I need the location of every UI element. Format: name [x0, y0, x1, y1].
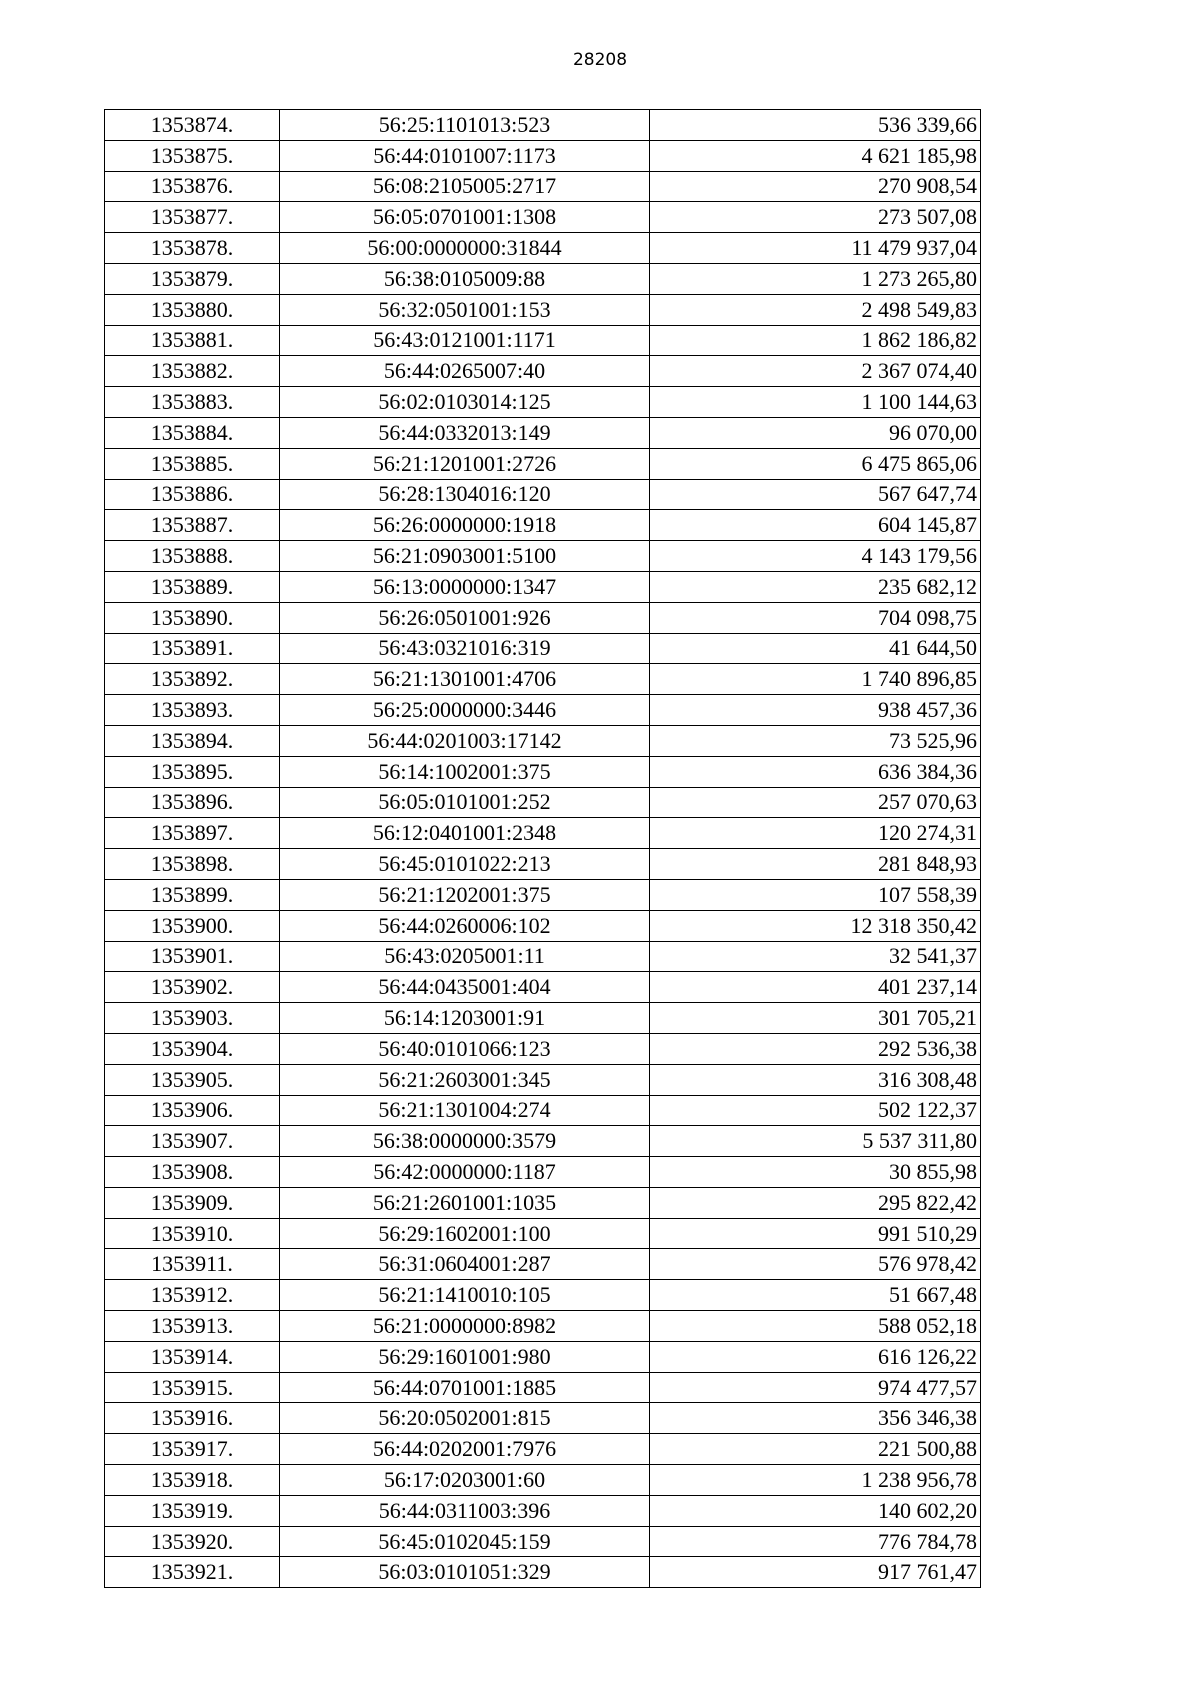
cadastral-number-cell: 56:45:0102045:159 [280, 1526, 650, 1557]
table-row [105, 1372, 981, 1403]
cadastral-number-cell: 56:44:0260006:102 [280, 910, 650, 941]
cadastral-number-cell: 56:44:0701001:1885 [280, 1372, 650, 1403]
table-row [105, 602, 981, 633]
cadastral-number-cell: 56:21:1410010:105 [280, 1280, 650, 1311]
cadastral-number-cell: 56:44:0265007:40 [280, 356, 650, 387]
cadastral-number-cell: 56:43:0321016:319 [280, 633, 650, 664]
table-row [105, 972, 981, 1003]
cadastral-value-cell: 356 346,38 [650, 1403, 981, 1434]
cadastral-number-cell: 56:43:0205001:11 [280, 941, 650, 972]
cadastral-value-cell: 273 507,08 [650, 202, 981, 233]
cadastral-number-cell: 56:21:0903001:5100 [280, 541, 650, 572]
cadastral-number-cell: 56:21:1301001:4706 [280, 664, 650, 695]
table-row [105, 541, 981, 572]
cadastral-number-cell: 56:40:0101066:123 [280, 1033, 650, 1064]
table-row [105, 633, 981, 664]
cadastral-value-cell: 938 457,36 [650, 695, 981, 726]
table-row [105, 1095, 981, 1126]
table-row [105, 1495, 981, 1526]
cadastral-value-cell: 588 052,18 [650, 1311, 981, 1342]
row-number-cell: 1353919. [105, 1495, 280, 1526]
cadastral-number-cell: 56:26:0000000:1918 [280, 510, 650, 541]
row-number-cell: 1353896. [105, 787, 280, 818]
cadastral-value-cell: 257 070,63 [650, 787, 981, 818]
table-row [105, 879, 981, 910]
row-number-cell: 1353891. [105, 633, 280, 664]
table-row [105, 910, 981, 941]
cadastral-value-cell: 4 621 185,98 [650, 140, 981, 171]
cadastral-value-cell: 73 525,96 [650, 725, 981, 756]
cadastral-value-cell: 292 536,38 [650, 1033, 981, 1064]
row-number-cell: 1353903. [105, 1003, 280, 1034]
row-number-cell: 1353885. [105, 448, 280, 479]
cadastral-value-cell: 604 145,87 [650, 510, 981, 541]
cadastral-value-cell: 536 339,66 [650, 110, 981, 141]
row-number-cell: 1353921. [105, 1557, 280, 1588]
cadastral-value-cell: 1 273 265,80 [650, 263, 981, 294]
row-number-cell: 1353887. [105, 510, 280, 541]
cadastral-value-cell: 636 384,36 [650, 756, 981, 787]
cadastral-number-cell: 56:29:1601001:980 [280, 1341, 650, 1372]
table-row [105, 1033, 981, 1064]
cadastral-number-cell: 56:44:0311003:396 [280, 1495, 650, 1526]
table-row [105, 110, 981, 141]
table-row [105, 1157, 981, 1188]
row-number-cell: 1353888. [105, 541, 280, 572]
cadastral-value-cell: 974 477,57 [650, 1372, 981, 1403]
row-number-cell: 1353917. [105, 1434, 280, 1465]
cadastral-number-cell: 56:13:0000000:1347 [280, 571, 650, 602]
cadastral-number-cell: 56:20:0502001:815 [280, 1403, 650, 1434]
cadastral-value-cell: 2 367 074,40 [650, 356, 981, 387]
cadastral-value-cell: 270 908,54 [650, 171, 981, 202]
cadastral-number-cell: 56:44:0201003:17142 [280, 725, 650, 756]
cadastral-value-cell: 295 822,42 [650, 1187, 981, 1218]
cadastral-value-cell: 235 682,12 [650, 571, 981, 602]
cadastral-number-cell: 56:29:1602001:100 [280, 1218, 650, 1249]
table-row [105, 1557, 981, 1588]
table-row [105, 1126, 981, 1157]
cadastral-value-cell: 1 238 956,78 [650, 1465, 981, 1496]
table-row [105, 417, 981, 448]
cadastral-number-cell: 56:05:0101001:252 [280, 787, 650, 818]
cadastral-value-cell: 12 318 350,42 [650, 910, 981, 941]
cadastral-number-cell: 56:21:1301004:274 [280, 1095, 650, 1126]
cadastral-value-cell: 11 479 937,04 [650, 233, 981, 264]
table-row [105, 448, 981, 479]
table-row [105, 356, 981, 387]
table-row [105, 171, 981, 202]
table-row [105, 1341, 981, 1372]
cadastral-number-cell: 56:44:0435001:404 [280, 972, 650, 1003]
cadastral-value-cell: 4 143 179,56 [650, 541, 981, 572]
row-number-cell: 1353908. [105, 1157, 280, 1188]
table-row [105, 787, 981, 818]
row-number-cell: 1353876. [105, 171, 280, 202]
row-number-cell: 1353875. [105, 140, 280, 171]
cadastral-number-cell: 56:02:0103014:125 [280, 387, 650, 418]
cadastral-number-cell: 56:28:1304016:120 [280, 479, 650, 510]
cadastral-number-cell: 56:38:0105009:88 [280, 263, 650, 294]
table-row [105, 1280, 981, 1311]
table-row [105, 571, 981, 602]
row-number-cell: 1353904. [105, 1033, 280, 1064]
cadastral-number-cell: 56:25:1101013:523 [280, 110, 650, 141]
table-row [105, 1249, 981, 1280]
row-number-cell: 1353900. [105, 910, 280, 941]
row-number-cell: 1353886. [105, 479, 280, 510]
row-number-cell: 1353882. [105, 356, 280, 387]
row-number-cell: 1353897. [105, 818, 280, 849]
cadastral-value-cell: 107 558,39 [650, 879, 981, 910]
cadastral-value-cell: 917 761,47 [650, 1557, 981, 1588]
cadastral-number-cell: 56:08:2105005:2717 [280, 171, 650, 202]
row-number-cell: 1353918. [105, 1465, 280, 1496]
table-row [105, 941, 981, 972]
row-number-cell: 1353878. [105, 233, 280, 264]
cadastral-number-cell: 56:03:0101051:329 [280, 1557, 650, 1588]
cadastral-value-cell: 140 602,20 [650, 1495, 981, 1526]
cadastral-value-cell: 41 644,50 [650, 633, 981, 664]
cadastral-value-cell: 576 978,42 [650, 1249, 981, 1280]
table-row [105, 263, 981, 294]
row-number-cell: 1353905. [105, 1064, 280, 1095]
cadastral-value-cell: 502 122,37 [650, 1095, 981, 1126]
cadastral-value-cell: 96 070,00 [650, 417, 981, 448]
cadastral-value-cell: 120 274,31 [650, 818, 981, 849]
row-number-cell: 1353879. [105, 263, 280, 294]
table-row [105, 233, 981, 264]
table-row [105, 1187, 981, 1218]
table-row [105, 695, 981, 726]
table-row [105, 294, 981, 325]
row-number-cell: 1353881. [105, 325, 280, 356]
cadastral-value-cell: 5 537 311,80 [650, 1126, 981, 1157]
row-number-cell: 1353883. [105, 387, 280, 418]
cadastral-number-cell: 56:14:1203001:91 [280, 1003, 650, 1034]
cadastral-number-cell: 56:38:0000000:3579 [280, 1126, 650, 1157]
row-number-cell: 1353894. [105, 725, 280, 756]
cadastral-value-cell: 30 855,98 [650, 1157, 981, 1188]
cadastral-value-cell: 221 500,88 [650, 1434, 981, 1465]
table-row [105, 387, 981, 418]
cadastral-number-cell: 56:21:0000000:8982 [280, 1311, 650, 1342]
cadastral-number-cell: 56:25:0000000:3446 [280, 695, 650, 726]
row-number-cell: 1353884. [105, 417, 280, 448]
row-number-cell: 1353907. [105, 1126, 280, 1157]
cadastral-number-cell: 56:21:2601001:1035 [280, 1187, 650, 1218]
table-row [105, 1434, 981, 1465]
row-number-cell: 1353874. [105, 110, 280, 141]
cadastral-number-cell: 56:26:0501001:926 [280, 602, 650, 633]
row-number-cell: 1353902. [105, 972, 280, 1003]
cadastral-number-cell: 56:05:0701001:1308 [280, 202, 650, 233]
cadastral-value-table [104, 109, 981, 1588]
cadastral-number-cell: 56:14:1002001:375 [280, 756, 650, 787]
cadastral-value-cell: 301 705,21 [650, 1003, 981, 1034]
cadastral-value-cell: 2 498 549,83 [650, 294, 981, 325]
table-row [105, 1064, 981, 1095]
table-row [105, 1465, 981, 1496]
cadastral-value-cell: 1 862 186,82 [650, 325, 981, 356]
table-row [105, 1311, 981, 1342]
row-number-cell: 1353893. [105, 695, 280, 726]
row-number-cell: 1353898. [105, 849, 280, 880]
row-number-cell: 1353912. [105, 1280, 280, 1311]
table-row [105, 510, 981, 541]
table-row [105, 818, 981, 849]
cadastral-number-cell: 56:32:0501001:153 [280, 294, 650, 325]
cadastral-number-cell: 56:00:0000000:31844 [280, 233, 650, 264]
row-number-cell: 1353914. [105, 1341, 280, 1372]
table-row [105, 140, 981, 171]
cadastral-number-cell: 56:21:2603001:345 [280, 1064, 650, 1095]
row-number-cell: 1353895. [105, 756, 280, 787]
table-row [105, 849, 981, 880]
table-row [105, 756, 981, 787]
cadastral-number-cell: 56:17:0203001:60 [280, 1465, 650, 1496]
table-row [105, 1526, 981, 1557]
cadastral-number-cell: 56:12:0401001:2348 [280, 818, 650, 849]
cadastral-number-cell: 56:44:0332013:149 [280, 417, 650, 448]
row-number-cell: 1353889. [105, 571, 280, 602]
cadastral-number-cell: 56:43:0121001:1171 [280, 325, 650, 356]
cadastral-value-cell: 991 510,29 [650, 1218, 981, 1249]
table-row [105, 1403, 981, 1434]
row-number-cell: 1353916. [105, 1403, 280, 1434]
cadastral-value-cell: 32 541,37 [650, 941, 981, 972]
cadastral-value-cell: 1 100 144,63 [650, 387, 981, 418]
row-number-cell: 1353890. [105, 602, 280, 633]
row-number-cell: 1353915. [105, 1372, 280, 1403]
table-row [105, 1003, 981, 1034]
cadastral-value-cell: 776 784,78 [650, 1526, 981, 1557]
row-number-cell: 1353911. [105, 1249, 280, 1280]
cadastral-number-cell: 56:21:1202001:375 [280, 879, 650, 910]
row-number-cell: 1353913. [105, 1311, 280, 1342]
row-number-cell: 1353910. [105, 1218, 280, 1249]
cadastral-value-cell: 616 126,22 [650, 1341, 981, 1372]
row-number-cell: 1353899. [105, 879, 280, 910]
table-row [105, 1218, 981, 1249]
cadastral-number-cell: 56:42:0000000:1187 [280, 1157, 650, 1188]
table-row [105, 325, 981, 356]
row-number-cell: 1353892. [105, 664, 280, 695]
table-row [105, 479, 981, 510]
cadastral-value-cell: 567 647,74 [650, 479, 981, 510]
cadastral-value-cell: 6 475 865,06 [650, 448, 981, 479]
row-number-cell: 1353906. [105, 1095, 280, 1126]
row-number-cell: 1353877. [105, 202, 280, 233]
row-number-cell: 1353909. [105, 1187, 280, 1218]
cadastral-number-cell: 56:44:0101007:1173 [280, 140, 650, 171]
cadastral-number-cell: 56:21:1201001:2726 [280, 448, 650, 479]
cadastral-number-cell: 56:45:0101022:213 [280, 849, 650, 880]
row-number-cell: 1353901. [105, 941, 280, 972]
row-number-cell: 1353880. [105, 294, 280, 325]
table-row [105, 202, 981, 233]
table-row [105, 725, 981, 756]
table-body [105, 110, 981, 1588]
cadastral-value-cell: 704 098,75 [650, 602, 981, 633]
cadastral-value-cell: 316 308,48 [650, 1064, 981, 1095]
cadastral-number-cell: 56:44:0202001:7976 [280, 1434, 650, 1465]
cadastral-value-cell: 1 740 896,85 [650, 664, 981, 695]
cadastral-value-cell: 281 848,93 [650, 849, 981, 880]
cadastral-number-cell: 56:31:0604001:287 [280, 1249, 650, 1280]
row-number-cell: 1353920. [105, 1526, 280, 1557]
page-number: 28208 [572, 50, 628, 70]
table-row [105, 664, 981, 695]
cadastral-value-cell: 401 237,14 [650, 972, 981, 1003]
cadastral-value-cell: 51 667,48 [650, 1280, 981, 1311]
